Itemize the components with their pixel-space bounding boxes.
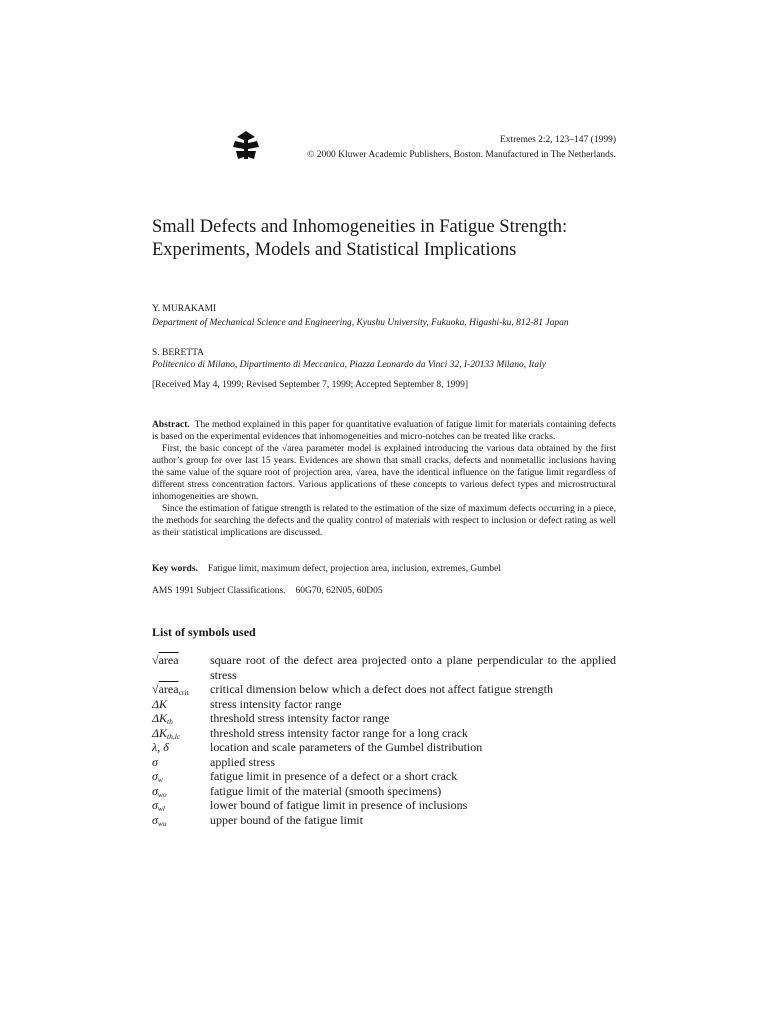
- abstract-text: The method explained in this paper for quantitative evaluation of fatigue limit for materials containing defects is based on the experimental evidences that inhomogeneities and micro-notches can be treated like cracks.: [152, 420, 616, 442]
- symbol: [152, 697, 210, 712]
- abstract-text: area parameter model is explained introducing the various data obtained by the first author’s group for over last 15 years. Evidences are shown that small cracks, defects and nonmetallic inclusions having the same value of the square root of projection area,: [152, 444, 616, 478]
- symbol-text: ΔK: [152, 696, 168, 711]
- symbol: [152, 784, 210, 799]
- symbol-row: [152, 682, 616, 697]
- symbol: [152, 682, 210, 697]
- symbol-subscript: wu: [157, 818, 167, 828]
- symbol-description: location and scale parameters of the Gumbel distribution: [210, 740, 483, 754]
- symbol-subscript: th: [167, 717, 173, 726]
- symbol-text: σ: [152, 798, 158, 812]
- received-dates: [Received May 4, 1999; Revised September 7, 1999; Accepted September 8, 1999]: [152, 380, 469, 390]
- symbol: [152, 740, 210, 755]
- symbol-description: stress intensity factor range: [210, 696, 342, 711]
- sqrt-icon: √: [281, 444, 288, 454]
- keywords-label: Key words.: [152, 564, 198, 574]
- symbol-row: [152, 697, 616, 712]
- symbol-description: critical dimension below which a defect does not affect fatigue strength: [210, 682, 553, 696]
- keywords-text: Fatigue limit, maximum defect, projection area, inclusion, extremes, Gumbel: [207, 564, 502, 574]
- symbol-row: [152, 798, 616, 813]
- symbol-subscript: wl: [157, 804, 166, 813]
- symbol: [152, 653, 210, 682]
- abstract-paragraph: Since the estimation of fatigue strength is related to the estimation of the size of maximum defects occurring in a piece, the methods for searching the defects and the quality control of materials with respect to inclusion or defect rating as well as their statistical implications are discussed.: [152, 504, 616, 538]
- symbol-description: lower bound of fatigue limit in presence of inclusions: [210, 798, 468, 812]
- author-name: S. BERETTA: [152, 348, 205, 358]
- symbol-row: [152, 740, 616, 755]
- author-affiliation: Politecnico di Milano, Dipartimento di Meccanica, Piazza Leonardo da Vinci 32, I-20133 Milano, Italy: [152, 360, 546, 370]
- symbol-row: [152, 653, 616, 682]
- symbol: [152, 769, 210, 784]
- symbol-text: λ, δ: [152, 740, 169, 754]
- symbol-text: σ: [152, 769, 158, 783]
- sqrt-icon: √: [152, 653, 159, 667]
- symbol-description: applied stress: [210, 754, 275, 769]
- symbol: [152, 813, 210, 828]
- symbol-row: [152, 784, 616, 799]
- symbols-heading: List of symbols used: [152, 625, 256, 639]
- symbol-text: σ: [152, 754, 158, 769]
- abstract-paragraph: [152, 419, 616, 443]
- abstract-text: area, have the identical influence on the fatigue limit regardless of different stress concentration factors. Various applications of these concepts to various defect types and microstructural inhomogeneities are shown.: [152, 468, 616, 502]
- symbol-text: ΔK: [152, 711, 168, 725]
- abstract-text: First, the basic concept of the: [162, 444, 282, 454]
- copyright-notice: © 2000 Kluwer Academic Publishers, Boston. Manufactured in The Netherlands.: [307, 150, 616, 160]
- symbol: [152, 726, 210, 741]
- symbol-description: fatigue limit in presence of a defect or a short crack: [210, 769, 458, 783]
- symbols-table: [152, 653, 616, 827]
- symbol-text: σ: [152, 783, 158, 798]
- symbol-subscript: w: [157, 775, 163, 784]
- symbol-subscript: crit: [178, 688, 189, 697]
- symbol-row: [152, 711, 616, 726]
- symbol-row: [152, 726, 616, 741]
- publisher-logo-icon: [233, 131, 259, 161]
- symbol-text: σ: [152, 812, 158, 827]
- symbol-subscript: wo: [157, 789, 167, 799]
- paper-title: Small Defects and Inhomogeneities in Fatigue Strength: Experiments, Models and Statistical Implications: [152, 217, 568, 260]
- symbol-subscript: th,lc: [167, 731, 181, 741]
- abstract-paragraph: [152, 443, 616, 503]
- symbol-description: threshold stress intensity factor range for a long crack: [210, 725, 468, 740]
- symbol: [152, 798, 210, 813]
- ams-codes: 60G70, 62N05, 60D05: [295, 586, 383, 596]
- ams-classification: [152, 586, 383, 596]
- sqrt-icon: √: [355, 468, 361, 478]
- symbol-description: fatigue limit of the material (smooth specimens): [210, 783, 442, 798]
- author-affiliation: Department of Mechanical Science and Engineering, Kyushu University, Fukuoka, Higashi-ku, 812-81 Japan: [152, 318, 569, 328]
- author-name: Y. MURAKAMI: [152, 304, 217, 314]
- ams-label: AMS 1991 Subject Classifications.: [152, 586, 286, 596]
- abstract-label: Abstract.: [152, 420, 190, 430]
- symbol-text: area: [158, 682, 179, 696]
- symbol-row: [152, 769, 616, 784]
- journal-citation: Extremes 2:2, 123–147 (1999): [499, 135, 616, 145]
- sqrt-icon: √: [152, 682, 159, 696]
- keywords: [152, 564, 501, 574]
- symbol-text: area: [158, 653, 179, 667]
- symbol: [152, 711, 210, 726]
- symbol-description: upper bound of the fatigue limit: [210, 812, 363, 827]
- symbol: [152, 755, 210, 770]
- symbol-description: threshold stress intensity factor range: [210, 711, 390, 725]
- symbol-description: square root of the defect area projected onto a plane perpendicular to the applied stress: [210, 653, 616, 682]
- symbol-text: ΔK: [152, 725, 168, 740]
- abstract: [152, 419, 616, 539]
- symbol-row: [152, 755, 616, 770]
- journal-header: [307, 133, 616, 163]
- symbol-row: [152, 813, 616, 828]
